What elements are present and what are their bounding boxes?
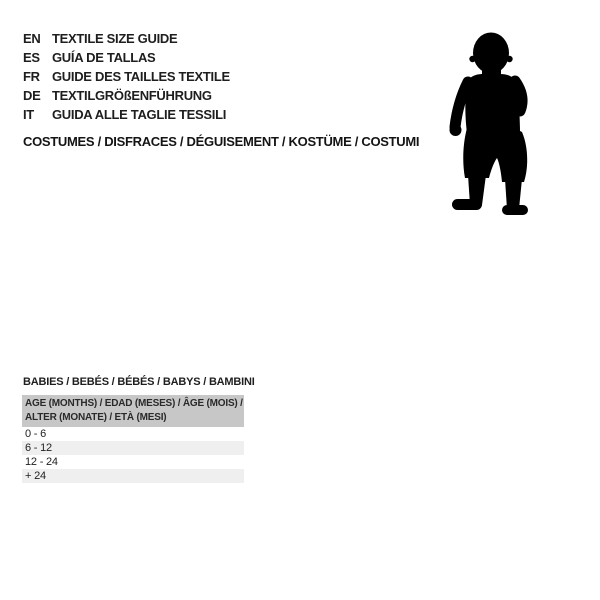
- table-row: 0 - 6: [22, 427, 244, 441]
- language-code: FR: [23, 69, 40, 84]
- table-row: 12 - 24: [22, 455, 244, 469]
- category-title: COSTUMES / DISFRACES / DÉGUISEMENT / KOSTÜME / COSTUMI: [23, 134, 420, 149]
- language-list: [23, 29, 230, 124]
- language-label: GUIDE DES TAILLES TEXTILE: [52, 69, 230, 84]
- language-code: DE: [23, 88, 41, 103]
- size-table: [22, 395, 244, 483]
- language-label: GUÍA DE TALLAS: [52, 50, 156, 65]
- language-code: ES: [23, 50, 40, 65]
- language-row: [23, 67, 230, 86]
- language-code: EN: [23, 31, 41, 46]
- baby-silhouette-icon: [449, 31, 529, 216]
- size-table-header: [22, 395, 244, 427]
- language-label: TEXTILGRÖßENFÜHRUNG: [52, 88, 212, 103]
- table-row: + 24: [22, 469, 244, 483]
- language-row: [23, 29, 230, 48]
- language-row: [23, 86, 230, 105]
- table-row: 6 - 12: [22, 441, 244, 455]
- language-label: TEXTILE SIZE GUIDE: [52, 31, 178, 46]
- language-code: IT: [23, 107, 34, 122]
- size-table-header-line: AGE (MONTHS) / EDAD (MESES) / ÂGE (MOIS) /: [25, 398, 243, 409]
- language-row: [23, 105, 230, 124]
- size-table-header-line: ALTER (MONATE) / ETÀ (MESI): [25, 412, 167, 423]
- language-row: [23, 48, 230, 67]
- babies-section-title: BABIES / BEBÉS / BÉBÉS / BABYS / BAMBINI: [23, 376, 255, 388]
- language-label: GUIDA ALLE TAGLIE TESSILI: [52, 107, 227, 122]
